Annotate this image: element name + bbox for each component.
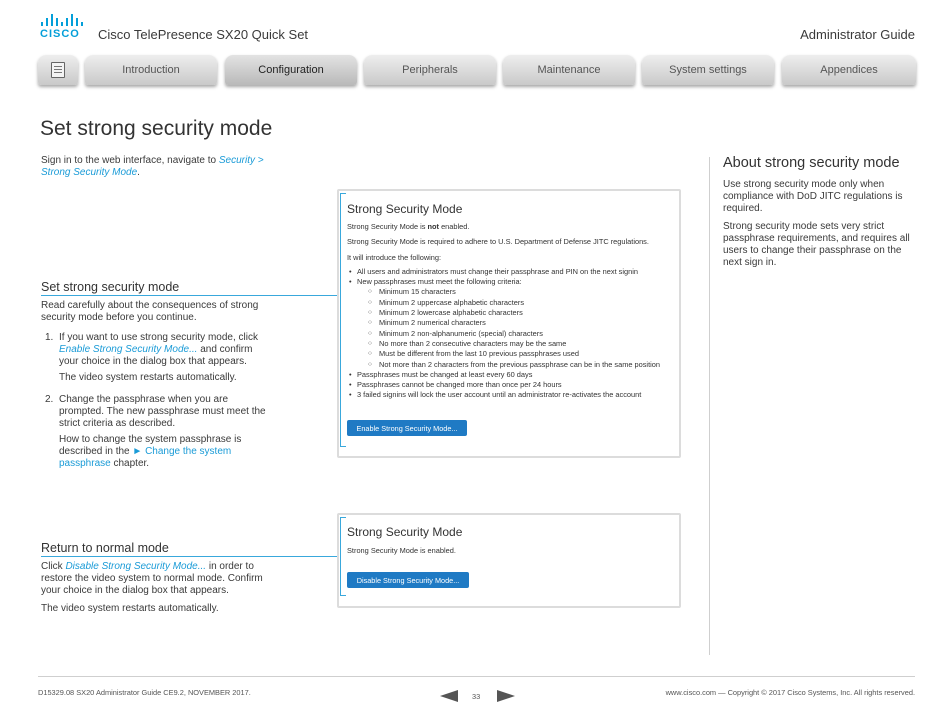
set-section-heading: Set strong security mode [41, 280, 180, 294]
document-title: Cisco TelePresence SX20 Quick Set [98, 27, 309, 42]
about-line: compliance with DoD JITC regulations is [723, 191, 903, 202]
bracket-bottom [340, 446, 346, 447]
bracket-bottom [340, 595, 346, 596]
guide-title: Administrator Guide [800, 27, 915, 42]
about-paragraph-1 [723, 179, 923, 215]
return-line: your choice in the dialog box that appears. [41, 585, 229, 596]
criteria-list [357, 287, 672, 369]
about-line: required. [723, 203, 763, 214]
return-connector-line [41, 556, 339, 557]
list-item: • All users and administrators must change their passphrase and PIN on the next signin [357, 267, 672, 277]
page-title: Set strong security mode [40, 117, 273, 140]
return-note: The video system restarts automatically. [41, 603, 219, 614]
step1-note: The video system restarts automatically. [59, 372, 237, 383]
introduce-text: It will introduce the following: [347, 252, 442, 262]
disable-panel-bracket [340, 517, 341, 595]
about-line: Use strong security mode only when [723, 179, 885, 190]
tab-peripherals[interactable]: Peripherals [364, 55, 496, 85]
step2-line: strict criteria as described. [59, 418, 176, 429]
return-paragraph [41, 561, 296, 615]
step2-note-line: How to change the system passphrase is [59, 434, 242, 445]
criteria-item: ○ Minimum 2 numerical characters [379, 318, 672, 328]
criteria-item: ○ Must be different from the last 10 previous passphrases used [379, 349, 672, 359]
tab-system-settings[interactable]: System settings [642, 55, 774, 85]
footer-rule [38, 676, 915, 677]
about-line: users to change their passphrase on the [723, 245, 902, 256]
criteria-item: ○ Minimum 2 non-alphanumeric (special) characters [379, 329, 672, 339]
about-line: next sign in. [723, 257, 777, 268]
intro-text: Sign in to the web interface, navigate to [41, 155, 219, 166]
enable-panel-title: Strong Security Mode [347, 202, 463, 216]
footer-copyright: www.cisco.com — Copyright © 2017 Cisco Systems, Inc. All rights reserved. [665, 688, 915, 697]
intro-paragraph [41, 155, 301, 179]
about-line: Strong security mode sets very strict [723, 221, 885, 232]
status-text: Strong Security Mode is [347, 222, 428, 231]
criteria-item: ○ Minimum 2 uppercase alphabetic characters [379, 298, 672, 308]
step-2 [59, 394, 294, 470]
disable-strong-security-link[interactable]: Disable Strong Security Mode... [65, 561, 207, 572]
step-number: 1. [45, 332, 54, 343]
set-connector-line [41, 295, 339, 296]
enable-strong-security-link[interactable]: Enable Strong Security Mode... [59, 344, 198, 355]
tab-appendices[interactable]: Appendices [782, 55, 916, 85]
step1-line: your choice in the dialog box that appears. [59, 356, 247, 367]
set-para-line: security mode before you continue. [41, 312, 197, 323]
security-link[interactable]: Security > [218, 155, 264, 166]
passphrase-link[interactable]: passphrase [59, 458, 111, 469]
tab-introduction[interactable]: Introduction [85, 55, 217, 85]
about-heading: About strong security mode [723, 155, 900, 171]
requirements-list [347, 267, 672, 401]
step-1 [59, 332, 294, 384]
next-page-icon[interactable] [497, 690, 515, 702]
logo-text: CISCO [40, 28, 80, 40]
nav-tabs [38, 55, 916, 85]
step2-note-text: chapter. [110, 458, 150, 469]
disable-panel-title: Strong Security Mode [347, 525, 463, 539]
list-item: • Passphrases cannot be changed more than once per 24 hours [357, 380, 672, 390]
list-item [357, 277, 672, 370]
contents-menu-button[interactable] [38, 55, 78, 85]
about-line: passphrase requirements, and requires all [723, 233, 910, 244]
status-text: enabled. [439, 222, 470, 231]
criteria-item: ○ Minimum 2 lowercase alphabetic characters [379, 308, 672, 318]
step-number: 2. [45, 394, 54, 405]
list-item: • 3 failed signins will lock the user account until an administrator re-activates the account [357, 390, 672, 400]
required-text: Strong Security Mode is required to adhere to U.S. Department of Defense JITC regulations. [347, 237, 649, 247]
cisco-logo [40, 14, 86, 42]
list-item-text: New passphrases must meet the following criteria: [357, 277, 522, 287]
criteria-item: ○ Minimum 15 characters [379, 287, 672, 297]
bracket-top [340, 517, 346, 518]
return-text: in order to [206, 561, 254, 572]
about-paragraph-2 [723, 221, 923, 269]
disable-status-text: Strong Security Mode is enabled. [347, 546, 456, 555]
footer-doc-id: D15329.08 SX20 Administrator Guide CE9.2, NOVEMBER 2017. [38, 688, 251, 697]
contents-menu-icon [51, 62, 65, 78]
change-passphrase-link[interactable]: ► Change the system [132, 446, 232, 457]
return-text: Click [41, 561, 66, 572]
enable-panel-bracket [340, 193, 341, 446]
page-number: 33 [472, 692, 481, 701]
set-para-line: Read carefully about the consequences of strong [41, 300, 259, 311]
strong-security-mode-link[interactable]: Strong Security Mode [41, 167, 138, 178]
step2-line: Change the passphrase when you are [59, 394, 229, 405]
logo-bars-icon [41, 14, 86, 26]
criteria-item: ○ Not more than 2 characters from the previous passphrase can be in the same position [379, 360, 672, 370]
previous-page-icon[interactable] [440, 690, 458, 702]
status-not: not [427, 222, 440, 231]
enable-panel-body [347, 222, 672, 401]
step1-line: If you want to use strong security mode, click [59, 332, 258, 343]
disable-strong-security-button[interactable]: Disable Strong Security Mode... [347, 572, 469, 588]
intro-period: . [137, 167, 140, 178]
step2-note-text: described in the [59, 446, 133, 457]
step2-line: prompted. The new passphrase must meet the [59, 406, 266, 417]
set-section-paragraph [41, 300, 291, 324]
enable-strong-security-button[interactable]: Enable Strong Security Mode... [347, 420, 467, 436]
tab-maintenance[interactable]: Maintenance [503, 55, 635, 85]
return-line: restore the video system to normal mode. Confirm [41, 573, 263, 584]
tab-configuration[interactable]: Configuration [225, 55, 357, 85]
list-item: • Passphrases must be changed at least every 60 days [357, 370, 672, 380]
column-divider [709, 157, 710, 655]
bracket-top [340, 193, 346, 194]
criteria-item: ○ No more than 2 consecutive characters may be the same [379, 339, 672, 349]
step1-text: and confirm [197, 344, 253, 355]
return-section-heading: Return to normal mode [41, 541, 169, 555]
